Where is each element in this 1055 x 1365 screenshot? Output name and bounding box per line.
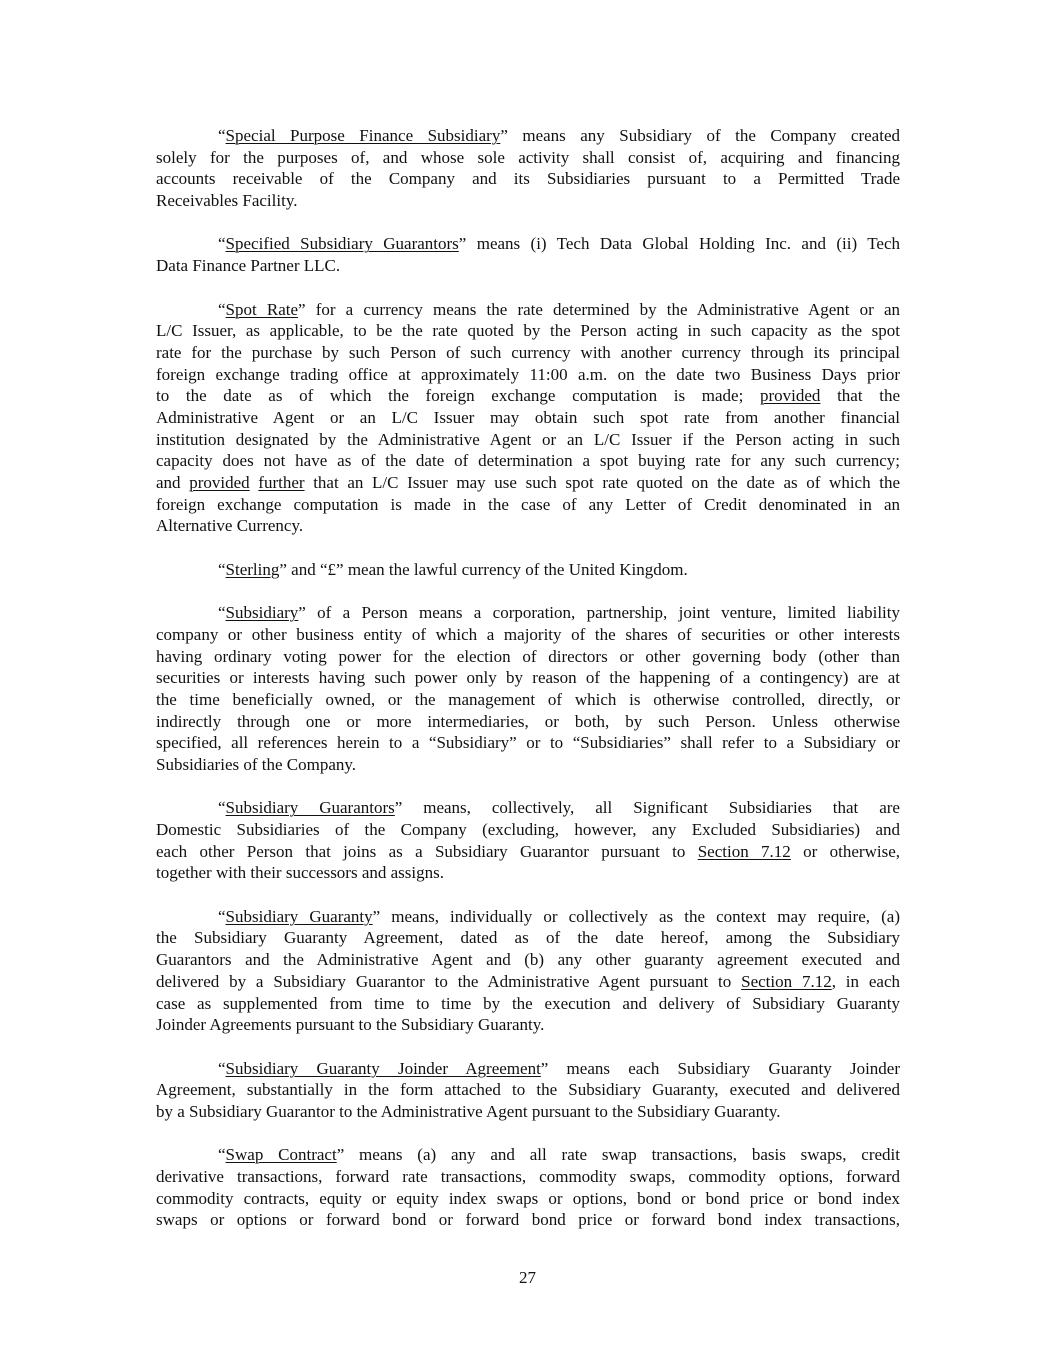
defined-term: further xyxy=(258,473,305,492)
text-segment: “ xyxy=(218,559,226,579)
text-line xyxy=(156,1101,900,1123)
text-segment: ” means each Subsidiary Guaranty Joinder xyxy=(540,1058,900,1078)
text-segment: delivered by a Subsidiary Guarantor to the Administrative Agent pursuant to xyxy=(156,971,742,991)
text-segment: “ xyxy=(218,603,226,623)
text-line xyxy=(156,1058,900,1080)
text-segment: L/C Issuer, as applicable, to be the rate quoted by the Person acting in such capacity as the spot xyxy=(156,321,900,341)
text-segment: specified, all references herein to a “Subsidiary” or to “Subsidiaries” shall refer to a Subsidiary or xyxy=(156,733,900,753)
text-line xyxy=(156,819,900,841)
text-line xyxy=(156,732,900,754)
text-line xyxy=(156,949,900,971)
definition-paragraph xyxy=(156,233,900,276)
text-segment: “ xyxy=(218,1145,226,1165)
text-segment: company or other business entity of which a majority of the shares of securities or other interests xyxy=(156,624,900,644)
text-line xyxy=(156,689,900,711)
defined-term: Section 7.12 xyxy=(741,971,832,991)
text-line xyxy=(156,168,900,190)
defined-term: provided xyxy=(189,473,250,492)
text-line xyxy=(156,233,900,255)
text-line xyxy=(156,125,900,147)
text-line xyxy=(156,906,900,928)
text-line xyxy=(156,364,900,386)
text-line xyxy=(156,472,900,494)
text-line xyxy=(156,1209,900,1231)
text-line xyxy=(156,1188,900,1210)
text-line xyxy=(156,190,900,212)
text-segment: Administrative Agent or an L/C Issuer may obtain such spot rate from another financial xyxy=(156,407,900,427)
text-segment: the time beneficially owned, or the management of which is otherwise controlled, directly, or xyxy=(156,689,900,709)
text-line xyxy=(156,1079,900,1101)
definition-paragraph xyxy=(156,299,900,538)
defined-term: Subsidiary Guarantors xyxy=(225,798,395,818)
text-segment: having ordinary voting power for the election of directors or other governing body (other than xyxy=(156,646,900,666)
text-segment: Guarantors and the Administrative Agent and (b) any other guaranty agreement executed and xyxy=(156,950,900,970)
defined-term: Subsidiary Guaranty xyxy=(225,906,373,926)
text-line xyxy=(156,299,900,321)
text-segment: “ xyxy=(218,906,226,926)
definition-paragraph xyxy=(156,559,900,581)
text-segment: institution designated by the Administrative Agent or an L/C Issuer if the Person acting in such xyxy=(156,429,900,449)
text-segment: the Subsidiary Guaranty Agreement, dated as of the date hereof, among the Subsidiary xyxy=(156,928,900,948)
definition-paragraph xyxy=(156,125,900,212)
text-segment: rate for the purchase by such Person of such currency with another currency through its principal xyxy=(156,342,900,362)
text-segment: “ xyxy=(218,1058,226,1078)
text-segment: accounts receivable of the Company and its Subsidiaries pursuant to a Permitted Trade xyxy=(156,169,900,189)
text-segment: or otherwise, xyxy=(790,841,900,861)
page-number: 27 xyxy=(519,1268,536,1287)
text-segment: and xyxy=(156,473,190,492)
text-line xyxy=(156,407,900,429)
text-segment: commodity contracts, equity or equity index swaps or options, bond or bond price or bond index xyxy=(156,1188,900,1208)
text-line xyxy=(156,993,900,1015)
text-line xyxy=(156,862,900,884)
text-segment: ” and “£” mean the lawful currency of the United Kingdom. xyxy=(279,559,688,579)
text-segment: ” means, collectively, all Significant Subsidiaries that are xyxy=(394,798,900,818)
text-line xyxy=(156,342,900,364)
text-segment: ” for a currency means the rate determined by the Administrative Agent or an xyxy=(298,299,900,319)
defined-term: Subsidiary xyxy=(225,603,299,623)
defined-term: Sterling xyxy=(225,559,280,579)
text-segment: “ xyxy=(218,299,226,319)
document-body xyxy=(156,125,900,1253)
definition-paragraph xyxy=(156,797,900,884)
definition-paragraph xyxy=(156,1144,900,1231)
text-segment: “ xyxy=(218,126,226,145)
text-segment: to the date as of which the foreign exchange computation is made; xyxy=(156,386,760,406)
definition-paragraph xyxy=(156,906,900,1036)
definition-paragraph xyxy=(156,602,900,776)
defined-term: provided xyxy=(759,386,821,406)
text-line xyxy=(156,385,900,407)
text-segment: Data Finance Partner LLC. xyxy=(156,256,341,276)
text-segment: Alternative Currency. xyxy=(156,516,304,536)
text-segment: Receivables Facility. xyxy=(156,191,298,211)
text-line xyxy=(156,646,900,668)
definition-paragraph xyxy=(156,1058,900,1123)
text-line xyxy=(156,754,900,776)
defined-term: Special Purpose Finance Subsidiary xyxy=(225,126,501,145)
text-segment: case as supplemented from time to time by the execution and delivery of Subsidiary Guaranty xyxy=(156,993,900,1013)
text-line xyxy=(156,602,900,624)
text-segment: indirectly through one or more intermediaries, or both, by such Person. Unless otherwise xyxy=(156,711,900,731)
text-segment: Domestic Subsidiaries of the Company (excluding, however, any Excluded Subsidiaries) and xyxy=(156,820,900,839)
text-line xyxy=(156,711,900,733)
text-segment: ” means (i) Tech Data Global Holding Inc. and (ii) Tech xyxy=(458,234,900,254)
text-line xyxy=(156,1144,900,1166)
text-line xyxy=(156,927,900,949)
text-segment: swaps or options or forward bond or forward bond price or forward bond index transactions, xyxy=(156,1210,900,1230)
text-line xyxy=(156,494,900,516)
text-line xyxy=(156,667,900,689)
text-segment: that the xyxy=(820,386,900,406)
text-line xyxy=(156,320,900,342)
defined-term: Spot Rate xyxy=(225,299,299,319)
text-segment: capacity does not have as of the date of determination a spot buying rate for any such currency; xyxy=(156,451,900,471)
text-segment: , in each xyxy=(831,971,900,991)
defined-term: Swap Contract xyxy=(225,1145,337,1165)
text-segment: that an L/C Issuer may use such spot rate quoted on the date as of which the xyxy=(304,473,901,492)
text-line xyxy=(156,1014,900,1036)
text-segment: each other Person that joins as a Subsidiary Guarantor pursuant to xyxy=(156,841,698,861)
text-segment: Agreement, substantially in the form attached to the Subsidiary Guaranty, executed and delivered xyxy=(156,1080,900,1100)
text-line xyxy=(156,971,900,993)
text-segment: Joinder Agreements pursuant to the Subsidiary Guaranty. xyxy=(156,1015,545,1035)
text-segment: Subsidiaries of the Company. xyxy=(156,754,357,774)
text-line xyxy=(156,841,900,863)
text-line xyxy=(156,559,900,581)
text-segment: “ xyxy=(218,798,226,818)
text-segment: by a Subsidiary Guarantor to the Administrative Agent pursuant to the Subsidiary Guaranty. xyxy=(156,1101,781,1121)
text-segment: ” means any Subsidiary of the Company created xyxy=(500,126,900,145)
defined-term: Subsidiary Guaranty Joinder Agreement xyxy=(225,1058,541,1078)
defined-term: Section 7.12 xyxy=(697,841,791,861)
text-segment xyxy=(250,473,259,492)
text-line xyxy=(156,450,900,472)
text-segment: foreign exchange trading office at approximately 11:00 a.m. on the date two Business Days prior xyxy=(156,364,900,384)
text-line xyxy=(156,624,900,646)
text-segment: solely for the purposes of, and whose sole activity shall consist of, acquiring and financing xyxy=(156,147,900,167)
text-line xyxy=(156,797,900,819)
text-segment: ” means, individually or collectively as the context may require, (a) xyxy=(372,906,900,926)
text-line xyxy=(156,255,900,277)
text-segment: ” means (a) any and all rate swap transactions, basis swaps, credit xyxy=(336,1145,900,1165)
text-line xyxy=(156,1166,900,1188)
text-segment: securities or interests having such power only by reason of the happening of a contingency) are at xyxy=(156,668,900,688)
text-segment: ” of a Person means a corporation, partnership, joint venture, limited liability xyxy=(298,603,900,623)
text-segment: derivative transactions, forward rate transactions, commodity swaps, commodity options, forward xyxy=(156,1167,900,1186)
text-segment: “ xyxy=(218,234,226,254)
defined-term: Specified Subsidiary Guarantors xyxy=(225,234,459,254)
text-segment: foreign exchange computation is made in the case of any Letter of Credit denominated in an xyxy=(156,494,900,514)
text-line xyxy=(156,429,900,451)
text-segment: together with their successors and assigns. xyxy=(156,863,444,883)
text-line xyxy=(156,515,900,537)
text-line xyxy=(156,147,900,169)
